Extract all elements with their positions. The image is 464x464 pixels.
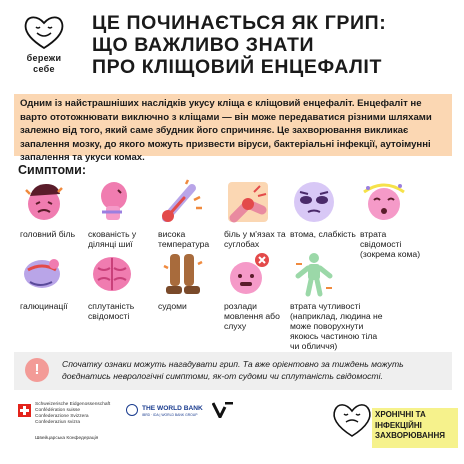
symptom-stiff-neck — [88, 178, 158, 249]
symptom-joint-pain — [224, 178, 294, 249]
symptom-label: галюцинації — [20, 301, 68, 311]
symptom-hallucinations — [20, 250, 90, 311]
exclamation-glyph: ! — [34, 361, 40, 378]
warning-text: Спочатку ознаки можуть нагадувати грип. Та вже орієнтовно за тиждень можуть доєднатись неврологічні симптоми, як-от судоми чи сплутаність свідомості. — [62, 359, 404, 381]
symptom-headache — [20, 178, 90, 239]
symptom-label: судоми — [158, 301, 187, 311]
symptom-label: розлади мовлення або слуху — [224, 301, 280, 331]
footer — [0, 396, 464, 464]
dizzy-icon — [360, 178, 408, 226]
headache-icon — [20, 178, 68, 226]
thermometer-icon — [158, 178, 206, 226]
title-line-3: ПРО КЛІЩОВИЙ ЕНЦЕФАЛІТ — [92, 56, 382, 78]
symptom-fatigue — [290, 178, 360, 239]
symptoms-heading: Симптоми: — [18, 163, 87, 177]
brand-logo — [16, 12, 72, 74]
symptom-label: втома, слабкість — [290, 229, 356, 239]
swiss-line: Confederazione Svizzera — [35, 414, 89, 419]
joint-pain-icon — [224, 178, 272, 226]
globe-icon — [126, 404, 138, 416]
symptom-numbness — [290, 250, 386, 351]
speech-icon — [224, 250, 272, 298]
symptom-label: втрата свідомості (зокрема кома) — [360, 229, 421, 259]
stiff-neck-icon — [88, 178, 136, 226]
world-bank-subtitle: IBRD · IDA | WORLD BANK GROUP — [142, 413, 198, 417]
logo-text-line2: себе — [33, 64, 55, 74]
symptom-label: біль у м'язах та суглобах — [224, 229, 286, 249]
symptom-speech-hearing — [224, 250, 294, 331]
fatigue-icon — [290, 178, 338, 226]
world-bank-name: THE WORLD BANK — [142, 405, 203, 412]
swiss-subtitle: Швейцарська Конфедерація — [35, 436, 99, 441]
swiss-names — [35, 402, 110, 426]
swiss-line: Confederaziun svizra — [35, 420, 81, 425]
page-title — [92, 12, 452, 78]
title-line-1: ЦЕ ПОЧИНАЄТЬСЯ ЯК ГРИП: — [92, 12, 387, 34]
heart-smile-icon — [22, 12, 66, 52]
symptom-unconscious — [360, 178, 430, 259]
symptom-label: висока температура — [158, 229, 210, 249]
hallucination-icon — [20, 250, 68, 298]
symptom-label: втрата чутливості (наприклад, людина не може поворухнути якоюсь частиною тіла чи обличчя) — [290, 301, 383, 351]
brain-icon — [88, 250, 136, 298]
title-line-2: ЩО ВАЖЛИВО ЗНАТИ — [92, 34, 315, 56]
swiss-flag-icon — [18, 404, 31, 417]
logo-text-line1: бережи — [26, 53, 62, 63]
symptom-label: головний біль — [20, 229, 76, 239]
symptom-cramps — [158, 250, 228, 311]
swiss-line: Schweizerische Eidgenossenschaft — [35, 402, 111, 407]
intro-paragraph: Одним із найстрашніших наслідків укусу кліща є кліщовий енцефаліт. Енцефаліт не варто ототожнювати виключно з кліщами — він може передаватися різними шляхами залежно від того, який саме збудник його спричиняє. Це захворювання викликає запалення мозку, до якого можуть призвести віруси, бактеріальні інфекції, аутоімунні запалення та укуси комах. — [14, 94, 452, 156]
partner-v-logo-icon — [212, 402, 234, 418]
symptom-label: сплутаність свідомості — [88, 301, 135, 321]
cramps-icon — [158, 250, 206, 298]
warning-box — [14, 352, 452, 390]
symptom-confusion — [88, 250, 158, 321]
swiss-line: Confédération suisse — [35, 408, 81, 413]
heart-outline-icon — [330, 398, 374, 442]
symptom-label: скованість у ділянці шиї — [88, 229, 137, 249]
exclamation-icon — [25, 358, 49, 382]
numbness-icon — [290, 250, 338, 298]
category-badge: ХРОНІЧНІ ТА ІНФЕКЦІЙНІ ЗАХВОРЮВАННЯ — [372, 408, 458, 448]
symptom-fever — [158, 178, 228, 249]
